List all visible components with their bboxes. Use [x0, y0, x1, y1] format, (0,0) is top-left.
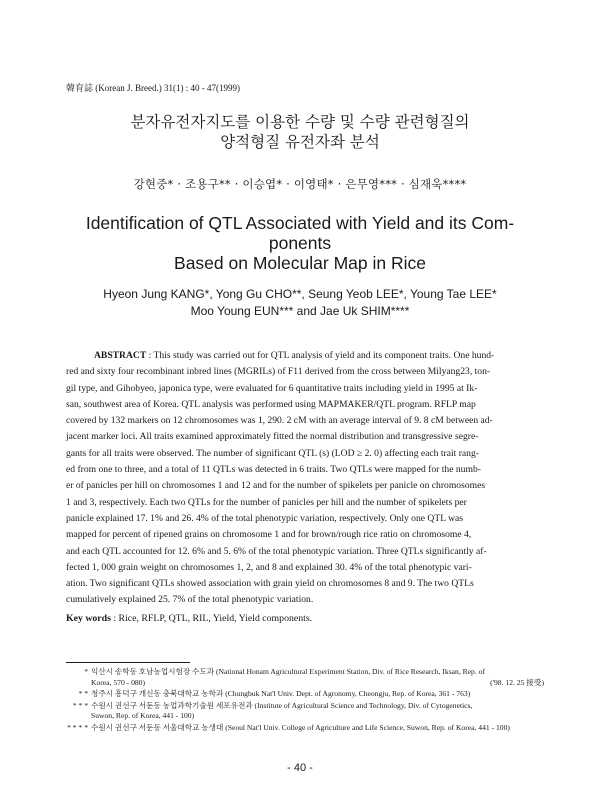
footnote-item — [66, 667, 548, 688]
abstract — [66, 348, 546, 609]
korean-title — [0, 112, 600, 152]
footnote-text: 청주시 흥덕구 개신동 충북대학교 농학과 (Chungbuk Nat'l Univ. Dept. of Agronomy, Cheongju, Rep. of Korea, 361 - 763) — [91, 689, 471, 699]
abstract-line: fected 1, 000 grain weight on chromosomes 1, 2, and 8 and explained 30. 4% of the total phenotypic vari- — [66, 561, 472, 573]
footnotes — [66, 667, 548, 735]
abstract-line: er of panicles per hill on chromosomes 1 and 12 and for the number of spikelets per panicle on chromosomes — [66, 480, 486, 492]
footnote-text: 익산시 송학동 호남농업시험장 수도과 (National Honam Agricultural Experiment Station, Div. of Rice Research, Iksan, Rep. of — [91, 667, 485, 676]
english-authors-line: Hyeon Jung KANG*, Yong Gu CHO**, Seung Yeob LEE*, Young Tae LEE* — [103, 287, 497, 301]
keywords — [66, 613, 546, 624]
footnote-item — [66, 701, 548, 722]
footnote-marker: * * — [78, 689, 88, 699]
abstract-line: covered by 132 markers on 12 chromosomes was 1, 290. 2 cM with an average interval of 9. 8 cM between ad- — [66, 415, 493, 427]
footnote-text: Suwon, Rep. of Korea, 441 - 100) — [91, 711, 195, 721]
korean-title-line: 분자유전자지도를 이용한 수량 및 수량 관련형질의 — [130, 113, 470, 131]
english-authors — [0, 286, 600, 319]
english-title — [0, 213, 600, 273]
abstract-label: ABSTRACT — [94, 350, 147, 361]
footnote-divider — [66, 662, 190, 663]
english-authors-line: Moo Young EUN*** and Jae Uk SHIM**** — [190, 303, 410, 318]
footnote-item — [66, 689, 548, 700]
abstract-line: gil type, and Gihobyeo, japonica type, were evaluated for 6 quantitative traits including yield in 1995 at Ik- — [66, 382, 478, 394]
abstract-line: red and sixty four recombinant inbred lines (MGRILs) of F11 derived from the cross between Milyang23, ton- — [66, 366, 491, 378]
english-title-line: ponents — [268, 233, 332, 253]
footnote-text: 수원시 권선구 서둔동 서울대학교 농생대 (Seoul Nat'l Univ. College of Agriculture and Life Science, Suwon, Rep. of Korea, 441 - 100) — [91, 722, 510, 732]
keywords-text: : Rice, RFLP, QTL, RIL, Yield, Yield components. — [113, 613, 313, 624]
page-number: - 40 - — [287, 762, 313, 774]
abstract-line: panicle explained 17. 1% and 26. 4% of the total phenotypic variation, respectively. Only one QTL was — [66, 512, 464, 524]
footnote-text: 수원시 권선구 서둔동 농업과학기술원 세포유전과 (Institute of Agricultural Science and Technology, Div. of Cytogenetics, — [91, 700, 473, 710]
abstract-line: jacent marker loci. All traits examined approximately fitted the normal distribution and transgressive segre- — [66, 431, 479, 443]
keywords-label: Key words — [66, 613, 111, 624]
abstract-line: cumulatively explained 25. 7% of the total phenotypic variation. — [66, 594, 314, 606]
footnote-item — [66, 723, 548, 734]
abstract-line: ed from one to three, and a total of 11 QTLs was detected in 6 traits. Two QTLs were mapped for the numb- — [66, 464, 481, 476]
footnote-text: Korea, 570 - 080) — [91, 677, 145, 687]
english-title-line: Based on Molecular Map in Rice — [174, 253, 426, 273]
korean-title-line: 양적형질 유전자좌 분석 — [220, 133, 380, 151]
abstract-line: mapped for percent of ripened grains on chromosome 1 and for brown/rough rice ratio on chromosome 4, — [66, 529, 472, 541]
footnote-marker: * — [84, 667, 88, 676]
journal-citation: 韓育誌 (Korean J. Breed.) 31(1) : 40 - 47(1999) — [66, 83, 240, 93]
abstract-line: gants for all traits were observed. The number of significant QTL (s) (LOD ≥ 2. 0) affecting each trait rang- — [66, 447, 479, 459]
abstract-line: 1 and 3, respectively. Each two QTLs for the number of panicles per hill and the number of spikelets per — [66, 496, 467, 508]
abstract-line: san, southwest area of Korea. QTL analysis was performed using MAPMAKER/QTL program. RFLP map — [66, 398, 476, 410]
korean-authors: 강현중* · 조용구** · 이승엽* · 이영태* · 은무영*** · 심재욱**** — [133, 177, 467, 191]
english-title-line: Identification of QTL Associated with Yield and its Com- — [85, 213, 515, 233]
abstract-line: and each QTL accounted for 12. 6% and 5. 6% of the total phenotypic variation. Three QTLs significantly af- — [66, 545, 487, 557]
footnote-marker: * * * — [72, 700, 88, 710]
abstract-line: : This study was carried out for QTL analysis of yield and its component traits. One hund- — [148, 350, 495, 361]
abstract-line: ation. Two significant QTLs showed association with grain yield on chromosomes 8 and 9. The two QTLs — [66, 578, 474, 590]
footnote-marker: * * * * — [67, 722, 88, 732]
received-date: ('98. 12. 25 接受) — [490, 677, 544, 687]
